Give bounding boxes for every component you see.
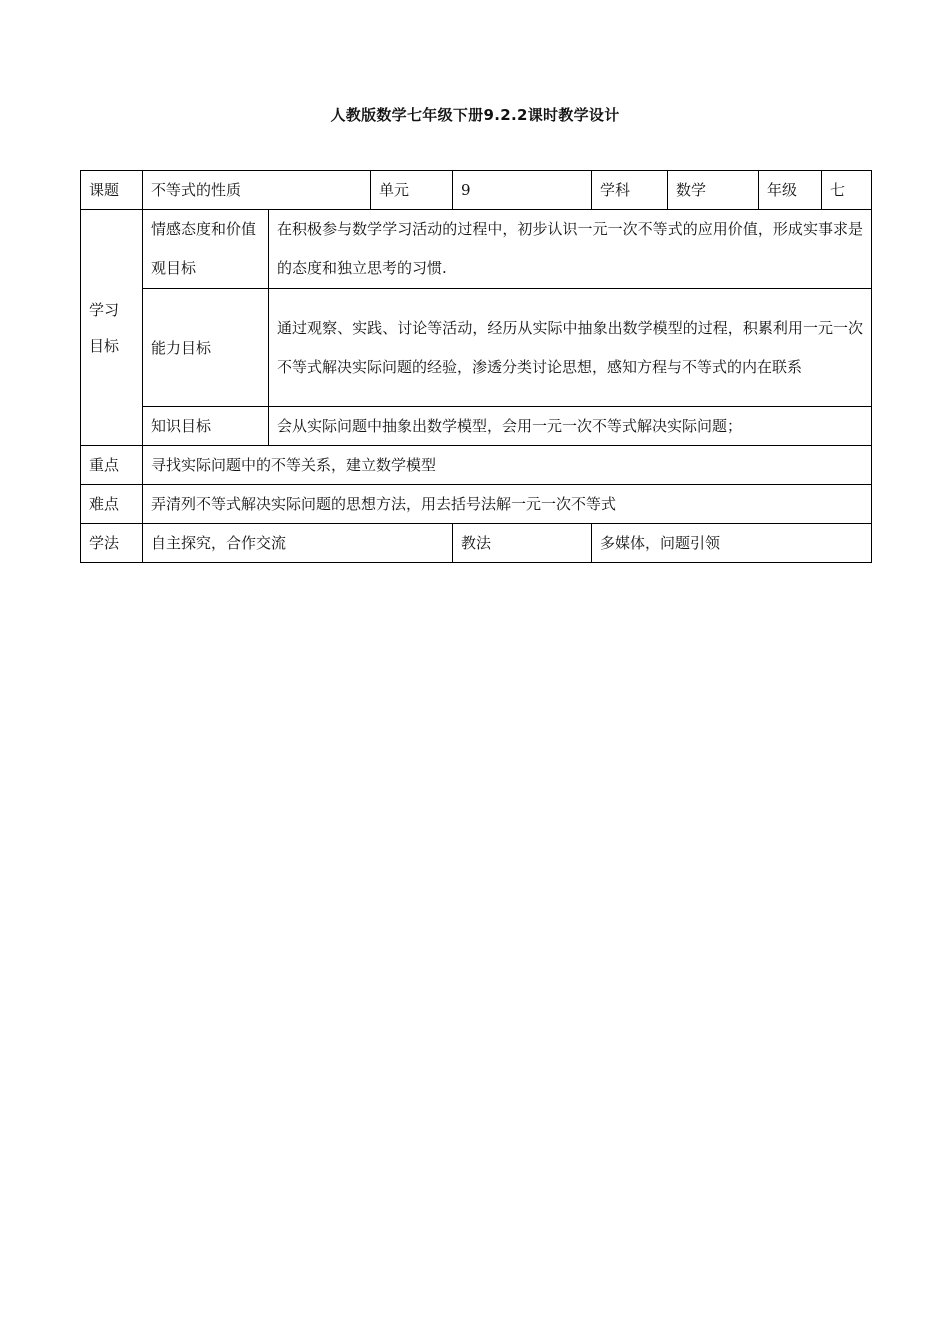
unit-label: 单元 bbox=[371, 171, 453, 210]
grade-label: 年级 bbox=[759, 171, 822, 210]
info-row bbox=[81, 171, 872, 210]
ability-label: 能力目标 bbox=[143, 289, 269, 407]
methods-row bbox=[81, 524, 872, 563]
learning-method-label: 学法 bbox=[81, 524, 143, 563]
knowledge-text: 会从实际问题中抽象出数学模型，会用一元一次不等式解决实际问题； bbox=[269, 407, 872, 446]
objectives-label bbox=[81, 210, 143, 446]
knowledge-label: 知识目标 bbox=[143, 407, 269, 446]
topic-value: 不等式的性质 bbox=[143, 171, 371, 210]
document-title: 人教版数学七年级下册9.2.2课时教学设计 bbox=[330, 106, 620, 124]
subject-value: 数学 bbox=[668, 171, 759, 210]
subject-label: 学科 bbox=[592, 171, 668, 210]
topic-label: 课题 bbox=[81, 171, 143, 210]
emotion-label-text: 情感态度和价值观目标 bbox=[151, 220, 257, 277]
lesson-design-table bbox=[80, 170, 872, 563]
teaching-method-label: 教法 bbox=[453, 524, 592, 563]
objectives-label-text: 学习目标 bbox=[89, 300, 120, 355]
objective-row-emotion bbox=[81, 210, 872, 289]
grade-value: 七 bbox=[822, 171, 872, 210]
unit-value: 9 bbox=[453, 171, 592, 210]
difficulty-row bbox=[81, 485, 872, 524]
key-point-row bbox=[81, 446, 872, 485]
objective-row-ability bbox=[81, 289, 872, 407]
key-point-text: 寻找实际问题中的不等关系，建立数学模型 bbox=[143, 446, 872, 485]
emotion-text: 在积极参与数学学习活动的过程中，初步认识一元一次不等式的应用价值，形成实事求是的态度和独立思考的习惯. bbox=[269, 210, 872, 289]
difficulty-text: 弄清列不等式解决实际问题的思想方法，用去括号法解一元一次不等式 bbox=[143, 485, 872, 524]
key-point-label: 重点 bbox=[81, 446, 143, 485]
difficulty-label: 难点 bbox=[81, 485, 143, 524]
objective-row-knowledge bbox=[81, 407, 872, 446]
learning-method-text: 自主探究，合作交流 bbox=[143, 524, 453, 563]
teaching-method-text: 多媒体，问题引领 bbox=[592, 524, 872, 563]
ability-text: 通过观察、实践、讨论等活动，经历从实际中抽象出数学模型的过程，积累利用一元一次不等式解决实际问题的经验，渗透分类讨论思想，感知方程与不等式的内在联系 bbox=[269, 289, 872, 407]
emotion-label bbox=[143, 210, 269, 289]
